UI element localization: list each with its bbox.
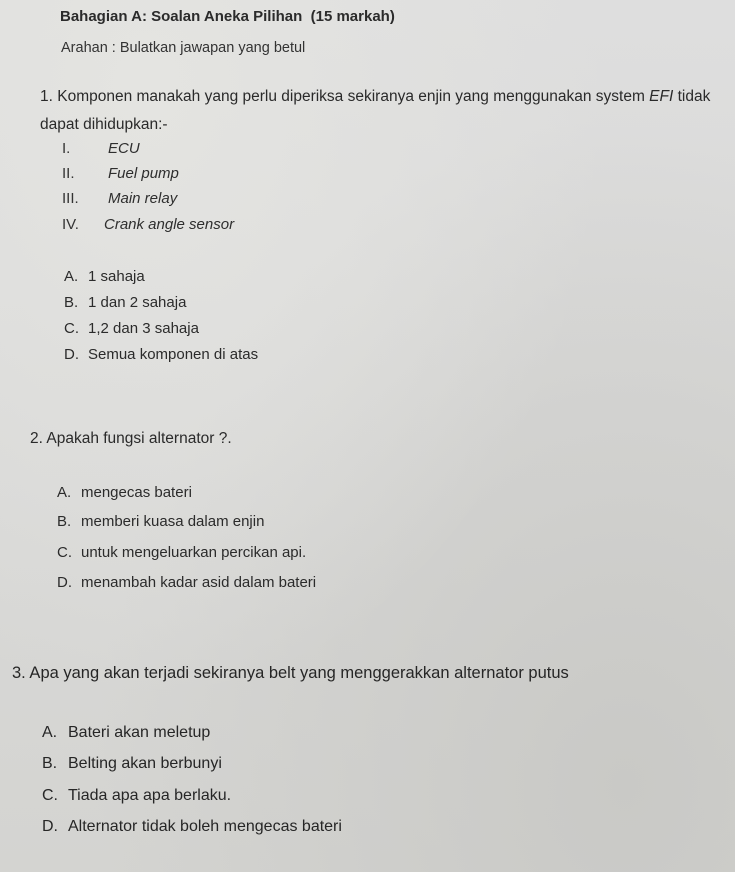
section-title [60,8,395,25]
question-1-item [62,190,177,208]
option-text: 1 sahaja [88,268,145,285]
option-letter: B. [42,755,58,772]
option-letter: A. [57,484,72,501]
item-text: Main relay [108,190,178,207]
question-1-item [62,216,234,234]
option-text: memberi kuasa dalam enjin [81,513,265,530]
option-text: Tiada apa apa berlaku. [68,787,232,804]
question-1-prefix: 1. Komponen manakah yang perlu diperiksa sekiranya enjin yang menggunakan system [40,88,650,105]
option-letter: C. [64,320,79,337]
question-3-option-b[interactable] [42,755,222,773]
question-2-text: 2. Apakah fungsi alternator ?. [30,430,232,447]
question-2-option-a[interactable] [57,484,192,501]
question-1-item [62,165,179,183]
question-3-option-c[interactable] [42,787,231,805]
question-1-efi: EFI [649,88,674,105]
option-letter: C. [57,544,72,561]
option-text: mengecas bateri [81,484,192,501]
option-text: Belting akan berbunyi [68,755,222,772]
option-letter: D. [42,818,58,835]
option-text: menambah kadar asid dalam bateri [81,574,317,591]
question-1-option-d[interactable] [64,346,258,363]
instruction: Arahan : Bulatkan jawapan yang betul [61,40,306,56]
option-letter: D. [57,574,72,591]
item-text: Crank angle sensor [104,216,235,233]
item-number: I. [62,140,71,157]
question-3-option-a[interactable] [42,724,210,742]
item-number: IV. [62,216,79,233]
question-1-option-a[interactable] [64,268,145,285]
option-text: Bateri akan meletup [68,724,211,741]
section-title-text: Bahagian A: Soalan Aneka Pilihan [60,8,303,25]
option-text: 1 dan 2 sahaja [88,294,187,311]
option-text: untuk mengeluarkan percikan api. [81,544,307,561]
item-text: ECU [108,140,140,157]
question-2-option-b[interactable] [57,513,264,530]
item-number: II. [62,165,75,182]
question-1-suffix: tidak [673,88,711,105]
option-letter: B. [57,513,72,530]
option-letter: C. [42,787,58,804]
option-text: Semua komponen di atas [88,346,259,363]
question-1-item [62,140,140,158]
question-3-text: 3. Apa yang akan terjadi sekiranya belt yang menggerakkan alternator putus [12,664,569,682]
option-text: Alternator tidak boleh mengecas bateri [68,818,342,835]
question-1-option-c[interactable] [64,320,199,337]
item-text: Fuel pump [108,165,179,182]
question-3-option-d[interactable] [42,818,342,836]
section-marks: (15 markah) [310,8,395,25]
question-1-line-2: dapat dihidupkan:- [40,116,168,133]
option-letter: D. [64,346,79,363]
option-letter: A. [64,268,79,285]
question-2-option-c[interactable] [57,544,306,561]
question-1-option-b[interactable] [64,294,186,311]
option-text: 1,2 dan 3 sahaja [88,320,199,337]
item-number: III. [62,190,79,207]
question-2-option-d[interactable] [57,574,316,591]
option-letter: B. [64,294,79,311]
option-letter: A. [42,724,58,741]
question-1-line-1 [40,88,710,106]
